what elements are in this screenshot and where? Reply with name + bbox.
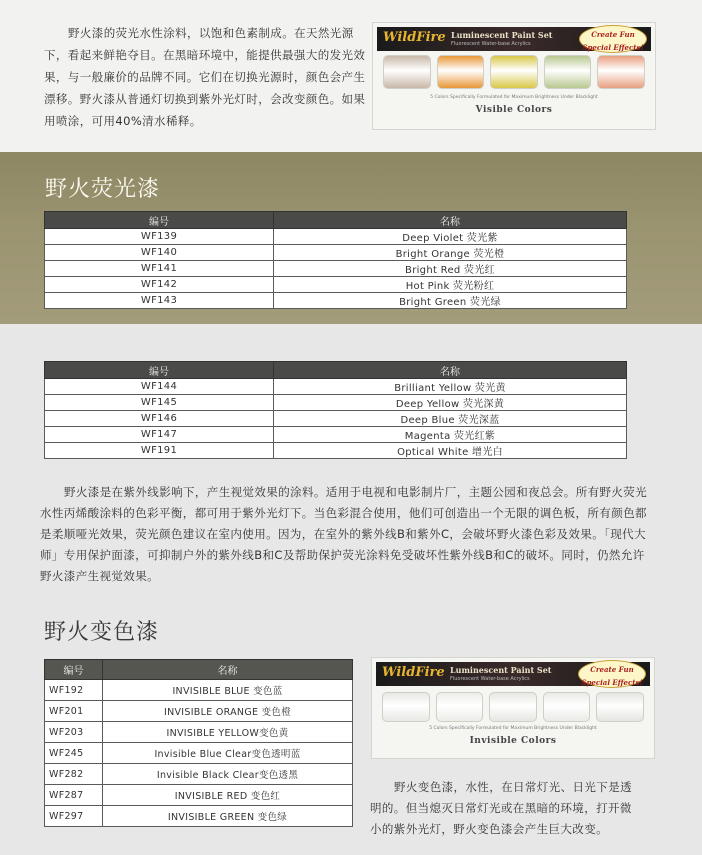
name-cell: INVISIBLE ORANGE 变色橙 — [103, 701, 353, 722]
code-cell: WF192 — [45, 680, 103, 701]
name-cell: Bright Red 荧光红 — [274, 261, 627, 277]
table-row — [45, 261, 627, 277]
colors-label: Visible Colors — [475, 105, 553, 115]
table-row — [45, 806, 353, 827]
code-cell: WF201 — [45, 701, 103, 722]
badge-line-2: Special Effects! — [581, 678, 643, 687]
col-name-header: 名称 — [274, 212, 627, 229]
col-code-header: 编号 — [45, 362, 274, 379]
table-row — [45, 443, 627, 459]
intro-paragraph: 野火漆的荧光水性涂料，以饱和色素制成。在天然光源下，看起来鲜艳夺目。在黑暗环境中，能提供最强大的发光效果，与一般廉价的品牌不同。它们在切换光源时，颜色会产生漂移。野火漆从普通灯切换到紫外光灯时，会改变颜色。如果用喷涂，可用40%清水稀释。 — [44, 26, 366, 128]
table-header — [45, 362, 627, 379]
code-cell: WF245 — [45, 743, 103, 764]
table-row — [45, 427, 627, 443]
name-cell: INVISIBLE YELLOW变色黄 — [103, 722, 353, 743]
paint-jars — [383, 55, 645, 89]
name-cell: Magenta 荧光红紫 — [274, 427, 627, 443]
table-row — [45, 229, 627, 245]
brand-logo: WildFire — [383, 30, 446, 45]
paint-jar — [437, 55, 485, 89]
code-cell: WF203 — [45, 722, 103, 743]
code-cell: WF140 — [45, 245, 274, 261]
fluorescent-table-1 — [44, 211, 627, 309]
badge-line-2: Special Effects! — [582, 43, 644, 52]
box-lid — [377, 27, 651, 51]
code-cell: WF142 — [45, 277, 274, 293]
code-cell: WF145 — [45, 395, 274, 411]
name-cell: Deep Yellow 荧光深黄 — [274, 395, 627, 411]
set-subtitle: Fluorescent Water-base Acrylics — [450, 676, 530, 682]
badge-line-1: Create Fun — [591, 30, 635, 39]
table-header — [45, 660, 353, 680]
badge-line-1: Create Fun — [590, 665, 634, 674]
section-title-invisible: 野火变色漆 — [44, 620, 160, 645]
paint-jar — [597, 55, 645, 89]
section-title-fluorescent: 野火荧光漆 — [45, 177, 161, 202]
name-cell: Optical White 增光白 — [274, 443, 627, 459]
fluorescent-table-2 — [44, 361, 627, 459]
paint-jar — [436, 692, 484, 722]
fine-print: 5 Colors Specifically Formulated for Maximum Brightness Under Blacklight — [429, 726, 597, 731]
table-row — [45, 277, 627, 293]
col-code-header: 编号 — [45, 660, 103, 680]
table-row — [45, 722, 353, 743]
invisible-table — [44, 659, 353, 827]
product-photo-invisible-colors — [371, 657, 655, 759]
code-cell: WF144 — [45, 379, 274, 395]
code-cell: WF143 — [45, 293, 274, 309]
name-cell: Bright Green 荧光绿 — [274, 293, 627, 309]
name-cell: INVISIBLE BLUE 变色蓝 — [103, 680, 353, 701]
table-row — [45, 293, 627, 309]
col-name-header: 名称 — [103, 660, 353, 680]
table-row — [45, 245, 627, 261]
brand-logo: WildFire — [382, 665, 445, 680]
box-lid — [376, 662, 650, 686]
fine-print: 5 Colors Specifically Formulated for Maximum Brightness Under Blacklight — [430, 95, 598, 100]
table-row — [45, 379, 627, 395]
description-paragraph: 野火漆是在紫外线影响下，产生视觉效果的涂料。适用于电视和电影制片厂，主题公园和夜总会。所有野火荧光水性丙烯酸涂料的色彩平衡，都可用于紫外光灯下。当色彩混合使用，他们可创造出一个无限的调色板，所有颜色都是柔顺哑光效果，荧光颜色建议在室内使用。因为，在室外的紫外线B和紫外C，会破坏野火漆色彩及效果。「现代大师」专用保护面漆，可抑制户外的紫外线B和C及帮助保护荧光涂料免受破坏性紫外线B和C的破坏。同时，仍然允许野火漆产生视觉效果。 — [40, 485, 648, 583]
name-cell: Deep Violet 荧光紫 — [274, 229, 627, 245]
set-name: Luminescent Paint Set — [451, 30, 553, 40]
name-cell: INVISIBLE RED 变色红 — [103, 785, 353, 806]
table-row — [45, 411, 627, 427]
code-cell: WF147 — [45, 427, 274, 443]
invisible-description: 野火变色漆，水性，在日常灯光、日光下是透明的。但当熄灭日常灯光或在黑暗的环境，打开微小的紫外光灯，野火变色漆会产生巨大改变。 — [370, 780, 632, 836]
name-cell: INVISIBLE GREEN 变色绿 — [103, 806, 353, 827]
paint-jar — [596, 692, 644, 722]
name-cell: Hot Pink 荧光粉红 — [274, 277, 627, 293]
table-row — [45, 743, 353, 764]
paint-jar — [544, 55, 592, 89]
special-effects-badge — [578, 660, 646, 688]
name-cell: Deep Blue 荧光深蓝 — [274, 411, 627, 427]
code-cell: WF141 — [45, 261, 274, 277]
col-code-header: 编号 — [45, 212, 274, 229]
table-row — [45, 680, 353, 701]
table-row — [45, 785, 353, 806]
set-subtitle: Fluorescent Water-base Acrylics — [451, 41, 531, 47]
name-cell: Bright Orange 荧光橙 — [274, 245, 627, 261]
col-name-header: 名称 — [274, 362, 627, 379]
paint-jar — [489, 692, 537, 722]
paint-jar — [382, 692, 430, 722]
code-cell: WF287 — [45, 785, 103, 806]
code-cell: WF191 — [45, 443, 274, 459]
set-name: Luminescent Paint Set — [450, 665, 552, 675]
colors-label: Invisible Colors — [469, 736, 557, 746]
code-cell: WF282 — [45, 764, 103, 785]
name-cell: Invisible Blue Clear变色透明蓝 — [103, 743, 353, 764]
paint-jar — [490, 55, 538, 89]
special-effects-badge — [579, 25, 647, 53]
table-row — [45, 701, 353, 722]
name-cell: Invisible Black Clear变色透黑 — [103, 764, 353, 785]
code-cell: WF297 — [45, 806, 103, 827]
code-cell: WF139 — [45, 229, 274, 245]
code-cell: WF146 — [45, 411, 274, 427]
name-cell: Brilliant Yellow 荧光黄 — [274, 379, 627, 395]
table-row — [45, 395, 627, 411]
table-header — [45, 212, 627, 229]
product-photo-visible-colors — [372, 22, 656, 130]
paint-jars — [382, 692, 644, 722]
paint-jar — [543, 692, 591, 722]
paint-jar — [383, 55, 431, 89]
table-row — [45, 764, 353, 785]
